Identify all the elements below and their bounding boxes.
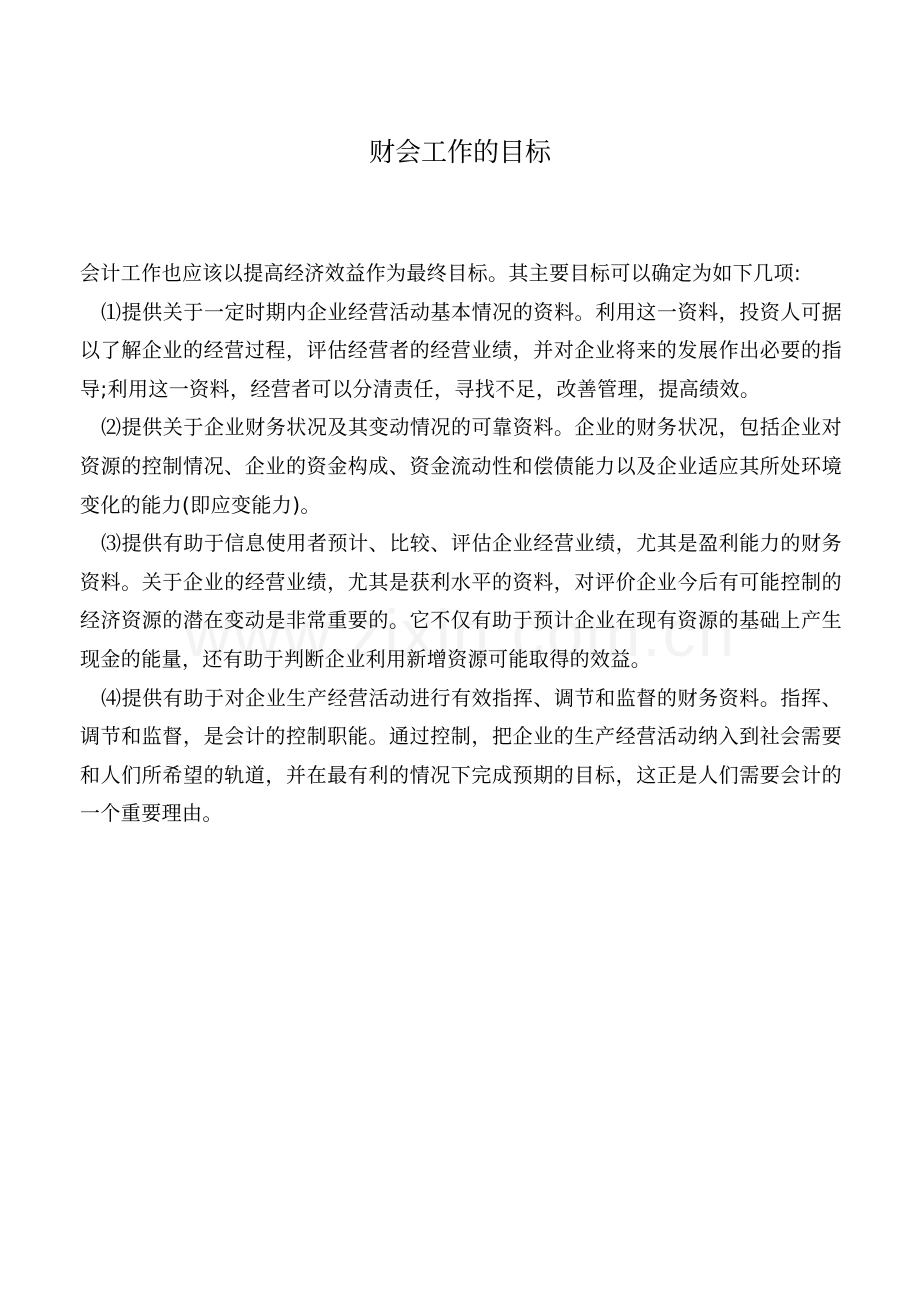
objective-paragraph-3: ⑶提供有助于信息使用者预计、比较、评估企业经营业绩，尤其是盈利能力的财务资料。关于企业的经营业绩，尤其是获利水平的资料，对评价企业今后有可能控制的经济资源的潜在变动是非常重要的。它不仅有助于预计企业在现有资源的基础上产生现金的能量，还有助于判断企业利用新增资源可能取得的效益。 (80, 531, 842, 671)
intro-paragraph: 会计工作也应该以提高经济效益作为最终目标。其主要目标可以确定为如下几项: (80, 261, 802, 285)
document-body (80, 254, 842, 833)
document-title: 财会工作的目标 (368, 138, 551, 169)
objective-paragraph-2: ⑵提供关于企业财务状况及其变动情况的可靠资料。企业的财务状况，包括企业对资源的控制情况、企业的资金构成、资金流动性和偿债能力以及企业适应其所处环境变化的能力(即应变能力)。 (80, 415, 842, 517)
objective-paragraph-1: ⑴提供关于一定时期内企业经营活动基本情况的资料。利用这一资料，投资人可据以了解企业的经营过程，评估经营者的经营业绩，并对企业将来的发展作出必要的指导;利用这一资料，经营者可以分清责任，寻找不足，改善管理，提高绩效。 (80, 299, 842, 401)
objective-paragraph-4: ⑷提供有助于对企业生产经营活动进行有效指挥、调节和监督的财务资料。指挥、调节和监督，是会计的控制职能。通过控制，把企业的生产经营活动纳入到社会需要和人们所希望的轨道，并在最有利的情况下完成预期的目标，这正是人们需要会计的一个重要理由。 (80, 685, 842, 826)
